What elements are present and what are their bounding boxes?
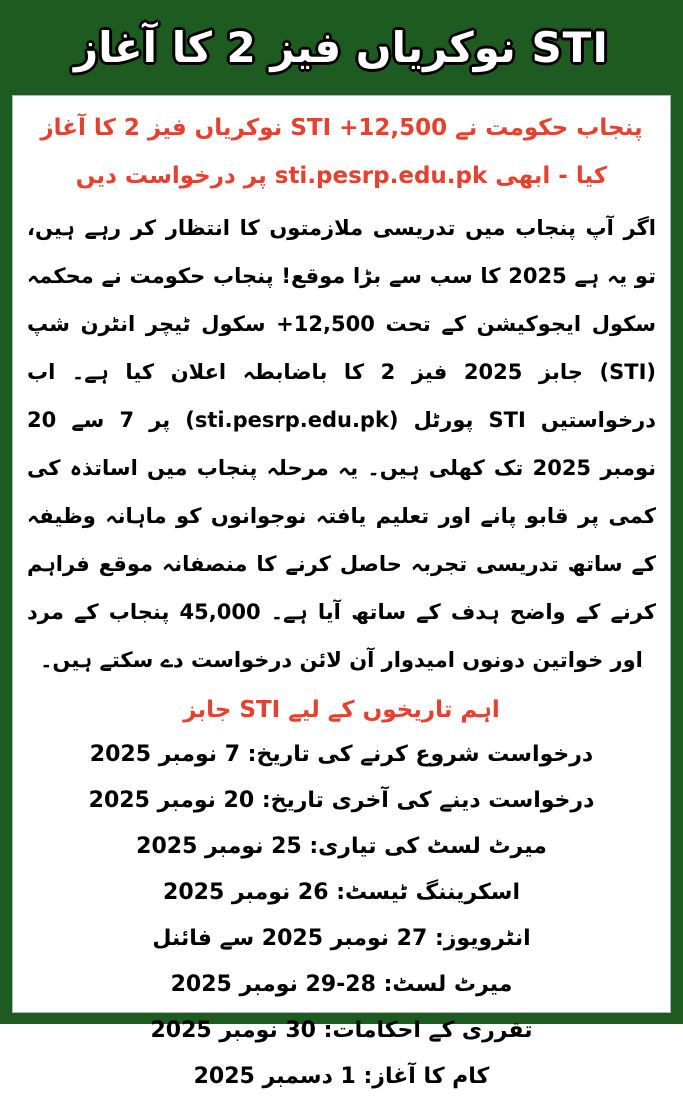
important-dates-list [27,732,656,1100]
poster-title: STI نوکریاں فیز 2 کا آغاز [74,23,609,72]
date-line-application-start: درخواست شروع کرنے کی تاریخ: 7 نومبر 2025 [89,742,594,767]
intro-announcement-text: پنجاب حکومت نے 12,500+ STI نوکریاں فیز 2 کا آغاز کیا - ابھی sti.pesrp.edu.pk پر درخواست دیں [40,115,643,189]
date-line-work-start: کام کا آغاز: 1 دسمبر 2025 [193,1064,490,1089]
date-line-application-deadline: درخواست دینے کی آخری تاریخ: 20 نومبر 2025 [88,788,595,813]
date-line-final-merit-list: میرٹ لسٹ: 28-29 نومبر 2025 [170,972,513,997]
content-panel [12,95,671,1089]
announcement-body-paragraph: اگر آپ پنجاب میں تدریسی ملازمتوں کا انتظار کر رہے ہیں، تو یہ ہے 2025 کا سب سے بڑا موقع! پنجاب حکومت نے محکمہ سکول ایجوکیشن کے تحت 12,500+ سکول ٹیچر انٹرن شپ (STI) جابز 2025 فیز 2 کا باضابطہ اعلان کیا ہے۔ اب درخواستیں STI پورٹل (sti.pesrp.edu.pk) پر 7 سے 20 نومبر 2025 تک کھلی ہیں۔ یہ مرحلہ پنجاب میں اساتذہ کی کمی پر قابو پانے اور تعلیم یافتہ نوجوانوں کو ماہانہ وظیفہ کے ساتھ تدریسی تجربہ حاصل کرنے کا منصفانہ موقع فراہم کرنے کے واضح ہدف کے ساتھ آیا ہے۔ 45,000 پنجاب کے مرد اور خواتین دونوں امیدوار آن لائن درخواست دے سکتے ہیں۔ [27,216,657,672]
date-line-screening-test: اسکریننگ ٹیسٹ: 26 نومبر 2025 [163,880,520,905]
date-line-appointment-orders: تقرری کے احکامات: 30 نومبر 2025 [150,1018,533,1043]
date-line-interviews: انٹرویوز: 27 نومبر 2025 سے فائنل [152,926,531,951]
important-dates-heading: اہم تاریخوں کے لیے STI جابز [183,697,500,723]
date-line-merit-list-preparation: میرٹ لسٹ کی تیاری: 25 نومبر 2025 [136,834,547,859]
poster-header [0,0,683,95]
